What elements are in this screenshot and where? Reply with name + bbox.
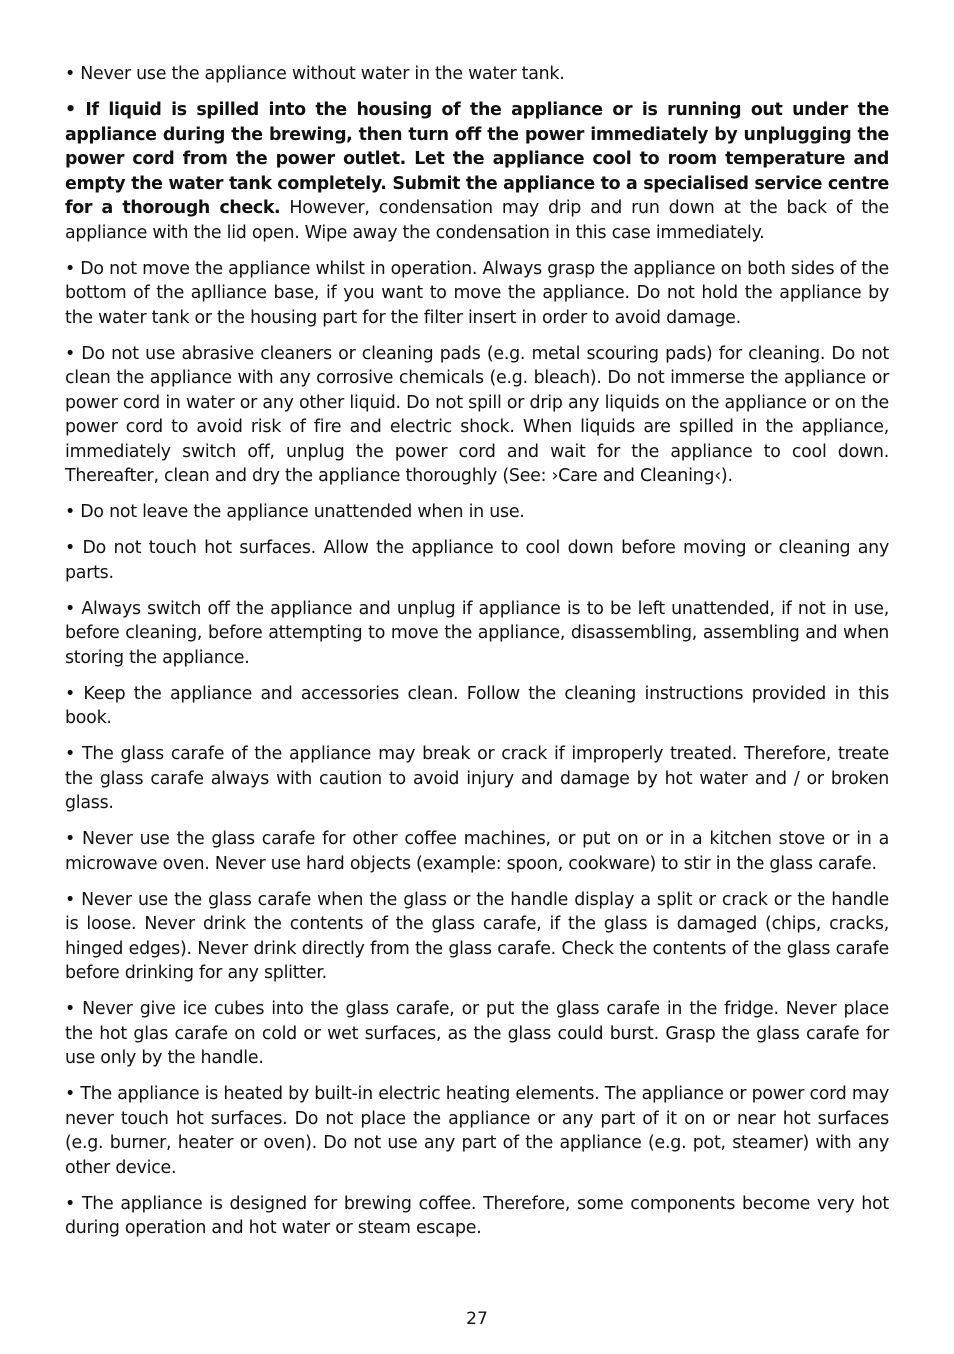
page-body — [65, 62, 889, 1252]
paragraph-text: • Never give ice cubes into the glass carafe, or put the glass carafe in the fridge. Never place the hot glas carafe on cold or wet surfaces, as the glass could burst. Grasp the glass carafe for use only by the handle. — [65, 999, 889, 1068]
paragraph-text: • Do not leave the appliance unattended when in use. — [65, 502, 525, 522]
safety-paragraph — [65, 682, 889, 731]
paragraph-text: • Never use the appliance without water in the water tank. — [65, 64, 565, 84]
safety-paragraph — [65, 1192, 889, 1241]
paragraph-text: • Always switch off the appliance and unplug if appliance is to be left unattended, if not in use, before cleaning, before attempting to move the appliance, disassembling, assembling and when storing the appliance. — [65, 598, 889, 668]
paragraph-text: • The appliance is heated by built-in electric heating elements. The appliance or power cord may never touch hot surfaces. Do not place the appliance or any part of it on or near hot surfaces (e.g. burner, heater or oven). Do not use any part of the appliance (e.g. pot, steamer) with any other device. — [65, 1084, 889, 1178]
paragraph-text: • Never use the glass carafe when the glass or the handle display a split or crack or the handle is loose. Never drink the contents of the glass carafe, if the glass is damaged (chips, cracks, hinged edges). Never drink directly from the glass carafe. Check the contents of the glass carafe before drinking for any splitter. — [65, 889, 889, 983]
paragraph-bold-text: • If liquid is spilled into the housing of the appliance or is running out under the appliance during the brewing, then turn off the power immediately by unplugging the power cord from the power outlet. Let the appliance cool to room temperature and empty the water tank completely. Submit the appliance to a specialised service centre for a thorough check. — [65, 100, 889, 218]
safety-paragraph — [65, 257, 889, 331]
safety-paragraph — [65, 98, 889, 245]
safety-paragraph — [65, 1082, 889, 1180]
safety-paragraph — [65, 342, 889, 489]
safety-paragraph — [65, 742, 889, 816]
safety-paragraph — [65, 997, 889, 1071]
safety-paragraph — [65, 597, 889, 671]
paragraph-text: • The glass carafe of the appliance may break or crack if improperly treated. Therefore, treate the glass carafe always with caution to avoid injury and damage by hot water and / or broken glass. — [65, 744, 889, 813]
paragraph-text: • Keep the appliance and accessories clean. Follow the cleaning instructions provided in this book. — [65, 683, 889, 728]
page-number: 27 — [466, 1309, 488, 1329]
paragraph-text: • Do not use abrasive cleaners or cleaning pads (e.g. metal scouring pads) for cleaning. Do not clean the appliance with any corrosive chemicals (e.g. bleach). Do not immerse the appliance or power cord in water or any other liquid. Do not spill or drip any liquids on the appliance or on the power cord to avoid risk of fire and electric shock. When liquids are spilled in the appliance, immediately switch off, unplug the power cord and wait for the appliance to cool down. Thereafter, clean and dry the appliance thoroughly (See: ›Care and Cleaning‹). — [65, 343, 889, 486]
paragraph-text: • Do not touch hot surfaces. Allow the appliance to cool down before moving or cleaning any parts. — [65, 538, 889, 583]
paragraph-text: • The appliance is designed for brewing coffee. Therefore, some components become very hot during operation and hot water or steam escape. — [65, 1193, 889, 1238]
safety-paragraph — [65, 827, 889, 876]
paragraph-text: • Never use the glass carafe for other coffee machines, or put on or in a kitchen stove or in a microwave oven. Never use hard objects (example: spoon, cookware) to stir in the glass carafe. — [65, 829, 889, 874]
safety-paragraph — [65, 536, 889, 585]
safety-paragraph — [65, 888, 889, 986]
paragraph-text: • Do not move the appliance whilst in operation. Always grasp the appliance on both sides of the bottom of the aplliance base, if you want to move the appliance. Do not hold the appliance by the water tank or the housing part for the filter insert in order to avoid damage. — [65, 258, 889, 328]
paragraph-text: However, condensation may drip and run down at the back of the appliance with the lid open. Wipe away the condensation in this case immediately. — [65, 198, 890, 243]
safety-paragraph — [65, 500, 889, 525]
safety-paragraph — [65, 62, 889, 87]
